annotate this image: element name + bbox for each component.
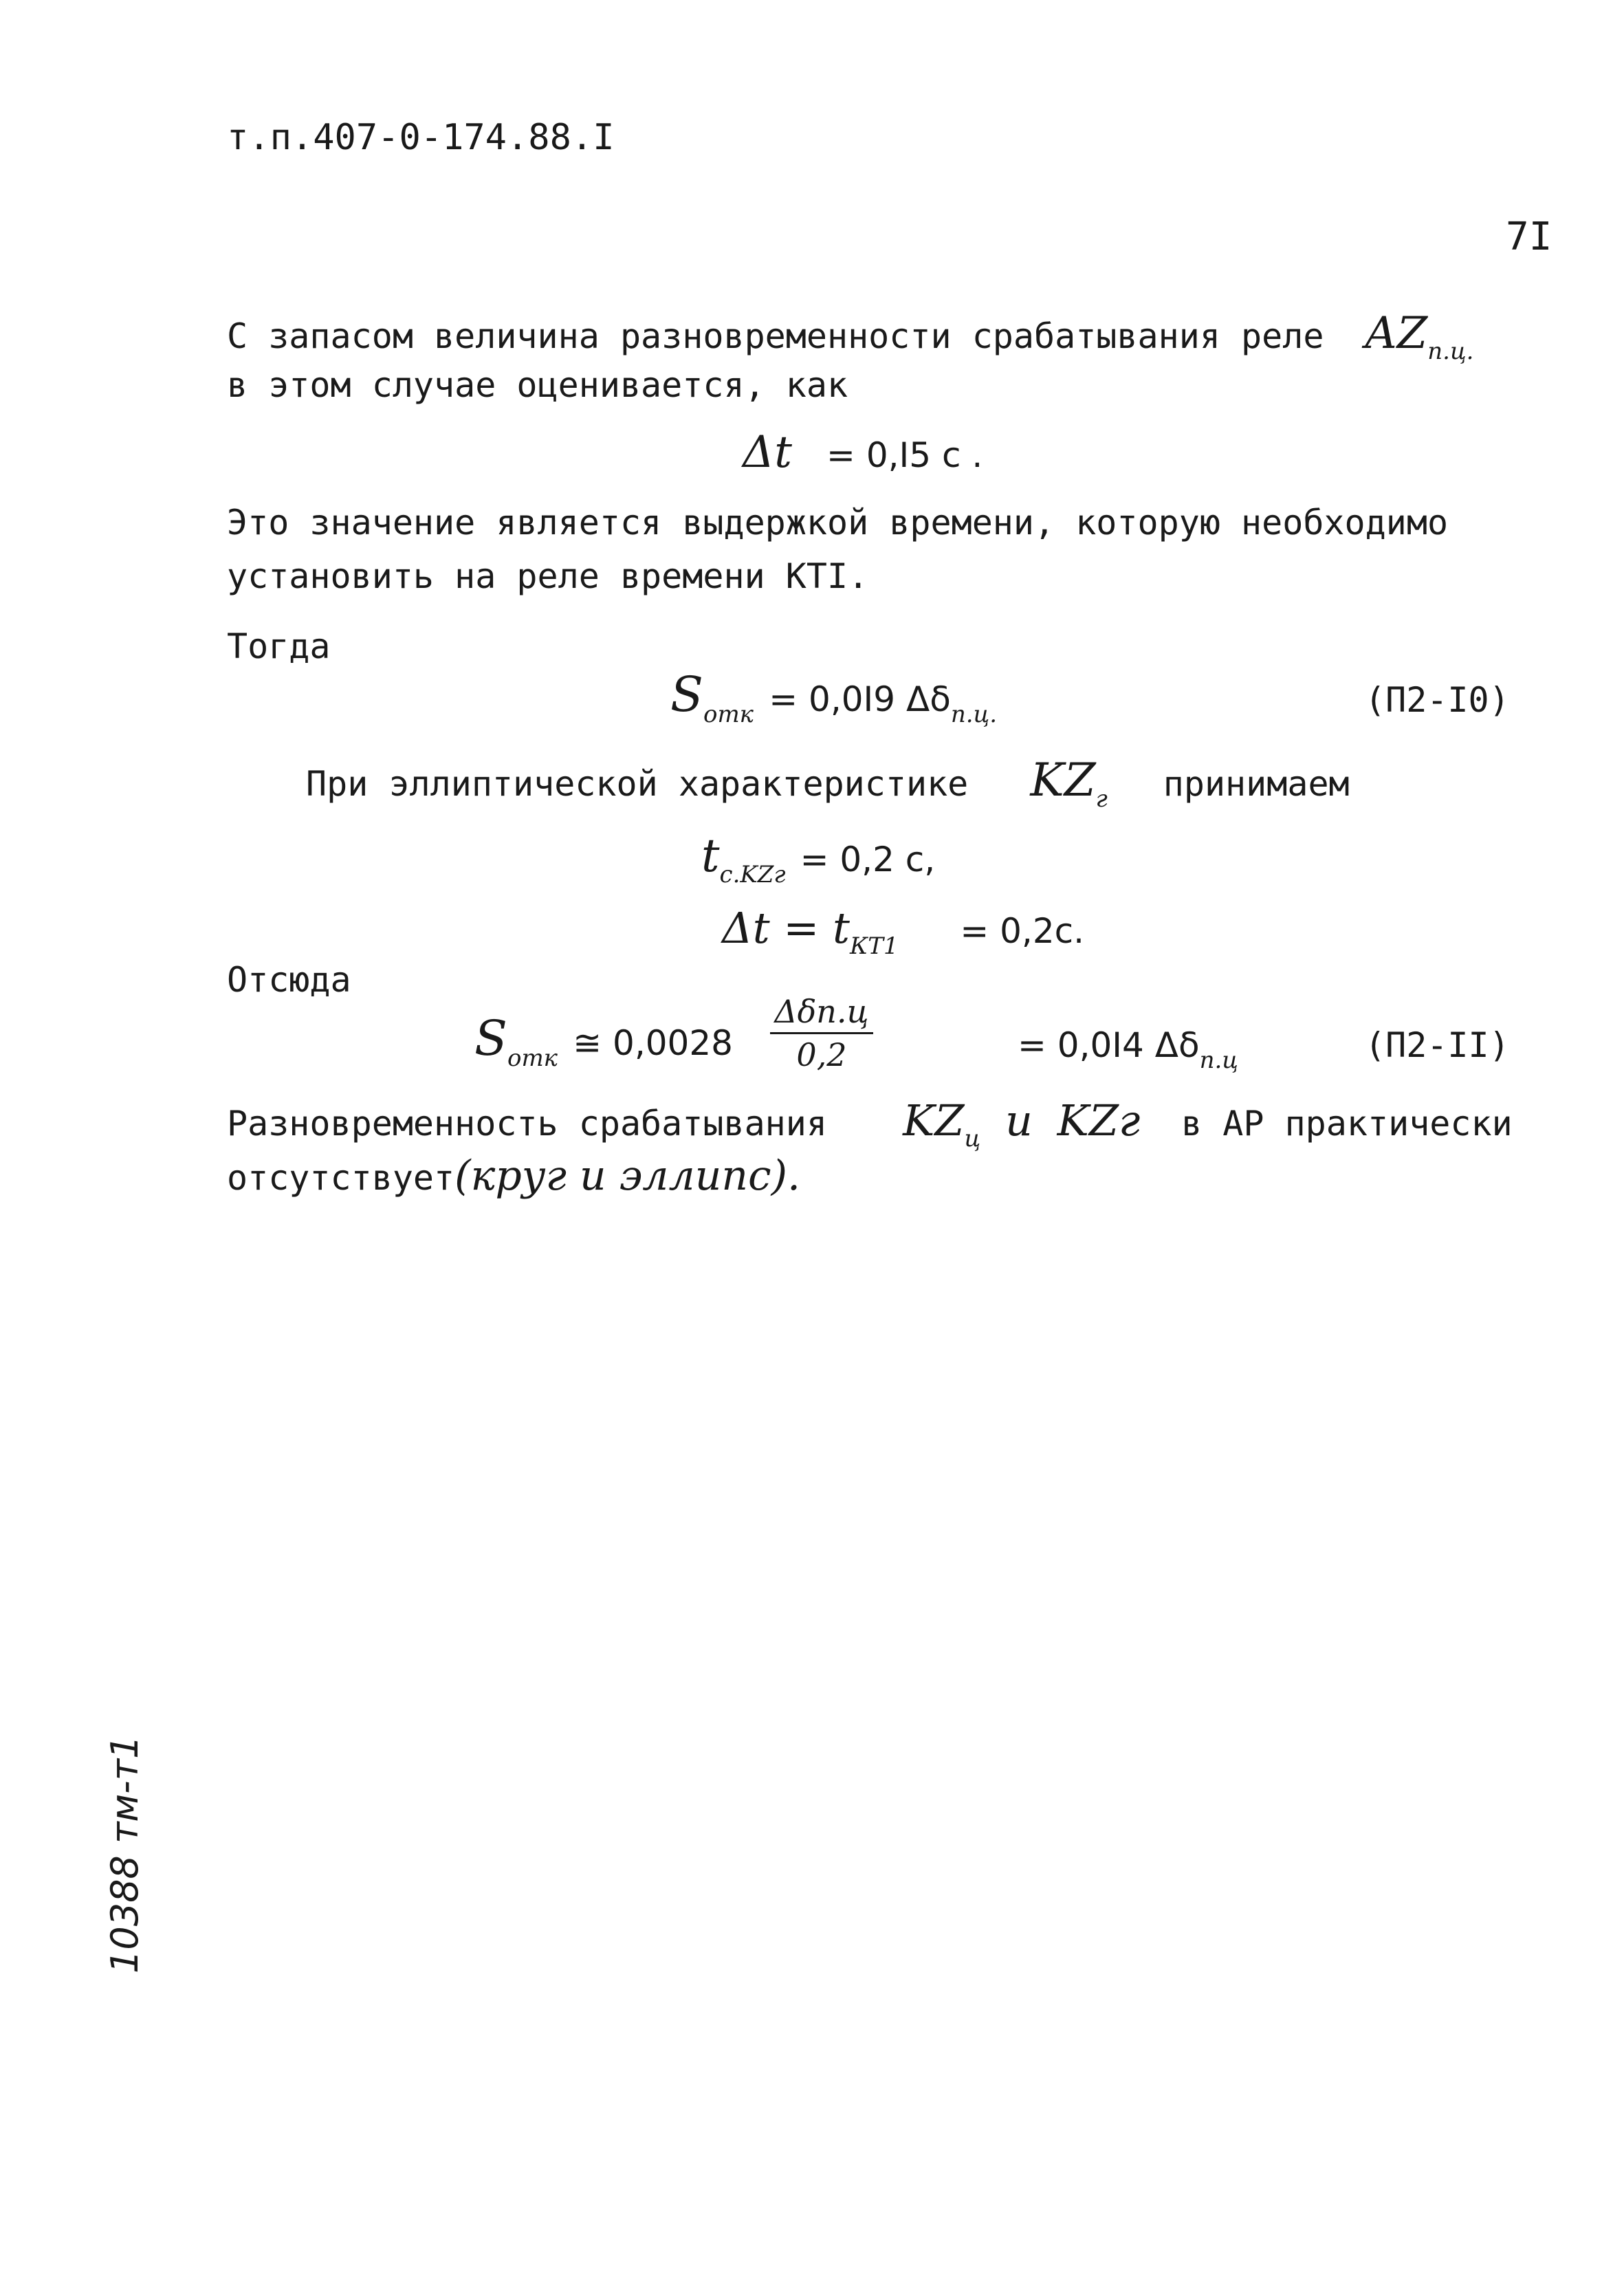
fraction-bar [770, 1032, 873, 1034]
equation-t-c-lhs [701, 829, 800, 888]
equation-p2-10-lhs-main: S [670, 666, 703, 723]
equation-p2-10-lhs-sub: отк [703, 701, 754, 728]
equation-p2-10-rhs-main: = 0,0I9 Δδ [769, 679, 951, 719]
paragraph4-line2-handwritten: (круг и эллипс). [454, 1152, 801, 1200]
equation-delta-t-kt1 [722, 903, 1085, 960]
equation-p2-11-fraction [770, 994, 873, 1073]
paragraph1-line1 [227, 308, 1474, 365]
word-otsyuda: Отсюда [227, 960, 351, 1000]
equation-delta-t-kt1-rhs: = 0,2с. [960, 911, 1085, 951]
paragraph4-sym1: KZ [903, 1095, 965, 1146]
paragraph4-line1 [227, 1095, 1513, 1152]
equation-p2-11-rhs-main: = 0,0I4 Δδ [1018, 1025, 1200, 1065]
equation-t-c [701, 829, 936, 888]
equation-delta-t-rhs: = 0,I5 с . [826, 435, 983, 475]
equation-p2-11-lhs-sub: отк [507, 1045, 558, 1072]
equation-p2-10-rhs [769, 679, 998, 728]
page-number: 7I [1506, 215, 1552, 259]
paragraph4-conj: и [1005, 1095, 1033, 1146]
equation-t-c-rhs: = 0,2 с, [800, 840, 936, 879]
paragraph4-sym1-sub: ц [964, 1125, 981, 1152]
equation-p2-11-label: (П2-II) [1365, 1025, 1510, 1065]
paragraph1-line2: в этом случае оценивается, как [227, 365, 848, 405]
fraction-denominator: 0,2 [796, 1036, 847, 1073]
paragraph4-formula [903, 1095, 1154, 1152]
equation-delta-t-kt1-lhs-sub: КТ1 [849, 932, 899, 960]
equation-p2-10-label: (П2-I0) [1365, 680, 1510, 720]
side-stamp: 10388 тм-т1 [103, 1735, 146, 1974]
paragraph4-line2 [227, 1152, 801, 1200]
paragraph4-text-after: в АР практически [1181, 1104, 1513, 1144]
paragraph3-symbol-main: KZ [1030, 754, 1096, 807]
relay-symbol-sub: п.ц. [1427, 338, 1474, 365]
relay-symbol [1365, 308, 1474, 365]
paragraph4-line2-text: отсутствует [227, 1158, 455, 1198]
equation-p2-11-right [1018, 1025, 1238, 1074]
paragraph3-symbol-sub: г [1095, 785, 1108, 813]
paragraph2-line1: Это значение является выдержкой времени, которую необходимо [227, 503, 1449, 543]
paragraph1-line1-text: С запасом величина разновременности срабатывания реле [227, 316, 1324, 356]
equation-delta-t-kt1-lhs-main: Δt = t [722, 903, 850, 953]
equation-delta-t-lhs: Δt [743, 427, 792, 478]
paragraph3-text-before: При эллиптической характеристике [306, 764, 969, 804]
paragraph3-symbol [1030, 754, 1121, 813]
equation-p2-10-rhs-sub: п.ц. [950, 701, 998, 728]
equation-p2-11-lhs-main: S [474, 1010, 507, 1067]
equation-p2-10-lhs [670, 666, 769, 728]
equation-p2-11-lhs [474, 1010, 573, 1072]
paragraph4-text-before: Разновременность срабатывания [227, 1104, 827, 1144]
equation-p2-11-approx: ≅ 0,0028 [573, 1023, 733, 1063]
paragraph2-line2: установить на реле времени КТI. [227, 556, 869, 596]
document-code: т.п.407-0-174.88.I [227, 117, 615, 158]
equation-p2-11-rhs-sub: п.ц [1199, 1047, 1238, 1074]
equation-delta-t-kt1-lhs [722, 903, 912, 960]
equation-delta-t [743, 427, 983, 478]
equation-t-c-lhs-sub: с.KZг [719, 861, 786, 888]
word-togda: Тогда [227, 626, 331, 666]
relay-symbol-main: AZ [1365, 308, 1428, 359]
paragraph3 [306, 754, 1350, 813]
paragraph3-text-after: принимаем [1163, 764, 1350, 804]
equation-t-c-lhs-main: t [701, 829, 720, 882]
fraction-numerator: Δδп.ц [774, 993, 869, 1030]
equation-p2-10 [670, 666, 998, 728]
paragraph4-sym2: KZг [1057, 1095, 1141, 1146]
equation-p2-11-left [474, 1010, 733, 1072]
